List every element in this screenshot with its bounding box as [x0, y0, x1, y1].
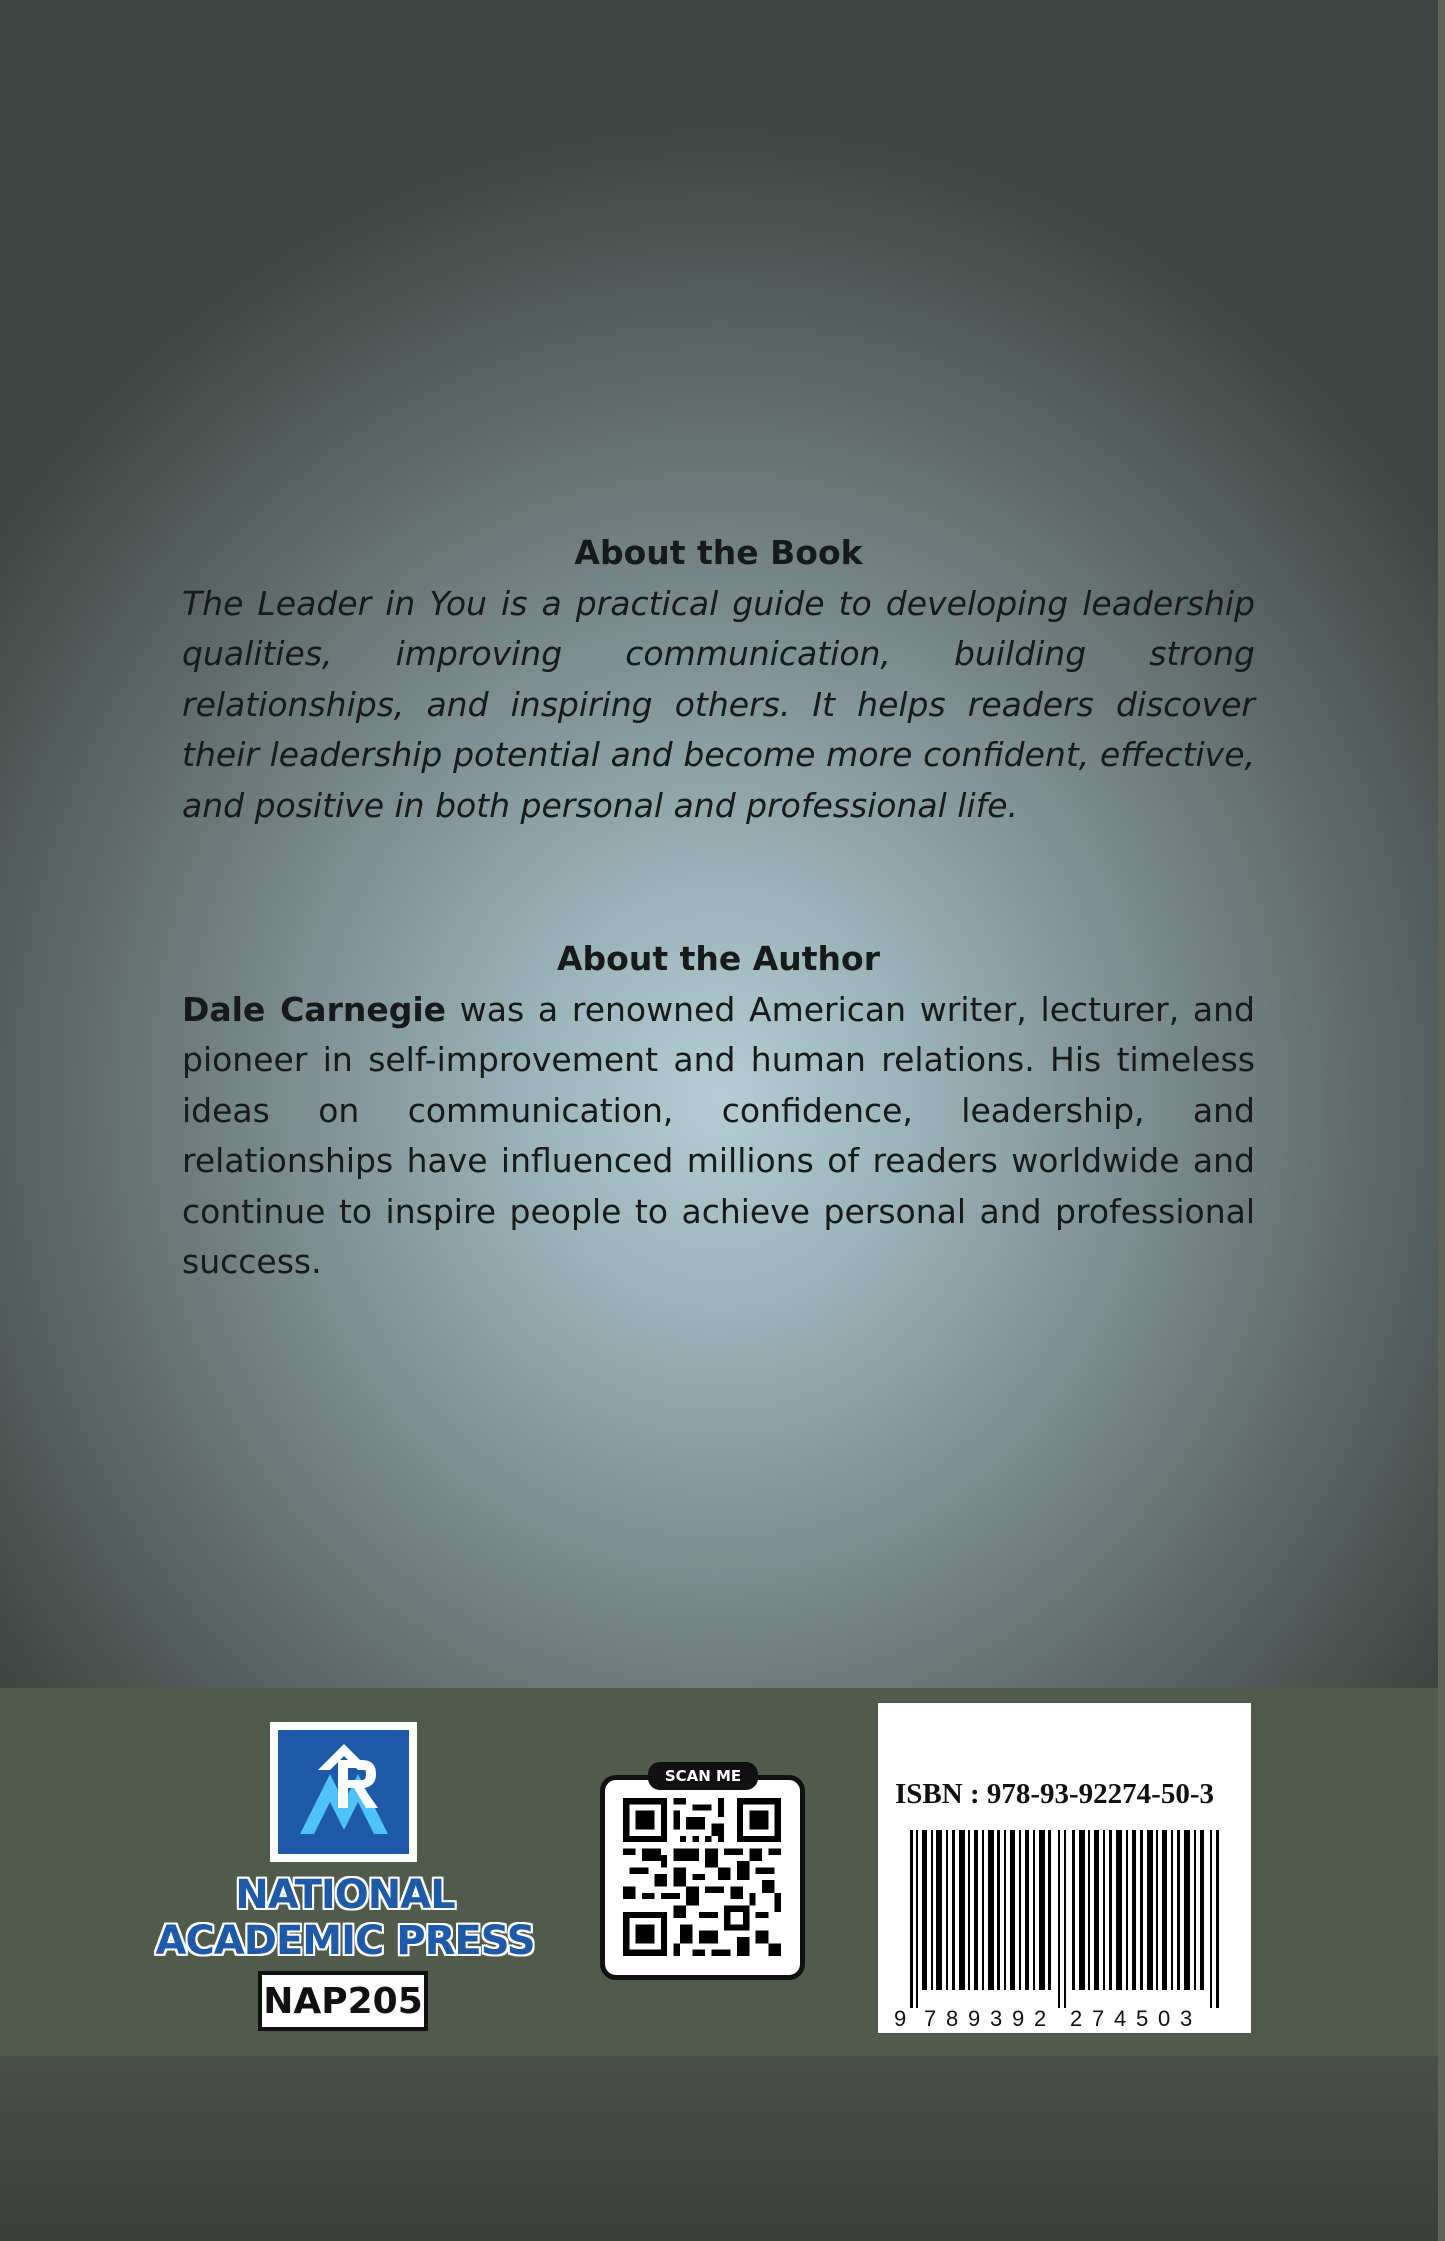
author-name: Dale Carnegie — [182, 989, 447, 1029]
barcode-digit: 9 — [968, 2006, 981, 2031]
about-author-heading: About the Author — [557, 939, 880, 978]
barcode-digits — [894, 2006, 1192, 2031]
barcode-bars — [910, 1830, 1219, 2008]
publisher-name-line2: ACADEMIC PRESS — [155, 1918, 535, 1964]
barcode-digit: 9 — [1012, 2006, 1025, 2031]
publisher-emblem-icon — [278, 1730, 409, 1854]
author-bio: was a renowned American writer, lecturer, and pioneer in self-improvement and human relations. His timeless ideas on communication, confidence, leadership, and relationships have influenced millions of readers worldwide and continue to inspire people to achieve personal and professional success. — [182, 989, 1256, 1281]
barcode-digit: 7 — [1092, 2006, 1105, 2031]
about-author-text — [182, 985, 1255, 1288]
cover-edge-strip — [1438, 0, 1445, 2241]
isbn-label: ISBN : 978-93-92274-50-3 — [895, 1778, 1214, 1810]
about-book-text: The Leader in You is a practical guide to developing leadership qualities, improving communication, building strong relationships, and inspiring others. It helps readers discover their leadership potential and become more confident, effective, and positive in both personal and professional life. — [182, 583, 1255, 825]
barcode-digit: 2 — [1070, 2006, 1083, 2031]
publisher-logo-emblem — [278, 1730, 409, 1854]
barcode-digit: 4 — [1114, 2006, 1127, 2031]
barcode-digit: 0 — [1158, 2006, 1171, 2031]
qr-code-icon — [623, 1798, 781, 1956]
barcode-digit: 8 — [946, 2006, 959, 2031]
barcode-digit: 7 — [924, 2006, 937, 2031]
barcode-digit: 3 — [1180, 2006, 1193, 2031]
about-book-section — [182, 528, 1255, 831]
qr-scan-label: SCAN ME — [648, 1762, 758, 1790]
barcode-digit: 3 — [990, 2006, 1003, 2031]
publisher-logo — [270, 1722, 417, 1862]
cover-bottom-background — [0, 2056, 1438, 2241]
barcode-digit: 9 — [894, 2006, 907, 2031]
barcode-digit: 5 — [1136, 2006, 1149, 2031]
publisher-name-line1: NATIONAL — [235, 1872, 455, 1918]
barcode-icon — [894, 1830, 1233, 2031]
about-book-heading: About the Book — [574, 533, 863, 572]
about-author-section — [182, 934, 1255, 1288]
publisher-code: NAP205 — [258, 1971, 428, 2031]
barcode-digit: 2 — [1034, 2006, 1047, 2031]
